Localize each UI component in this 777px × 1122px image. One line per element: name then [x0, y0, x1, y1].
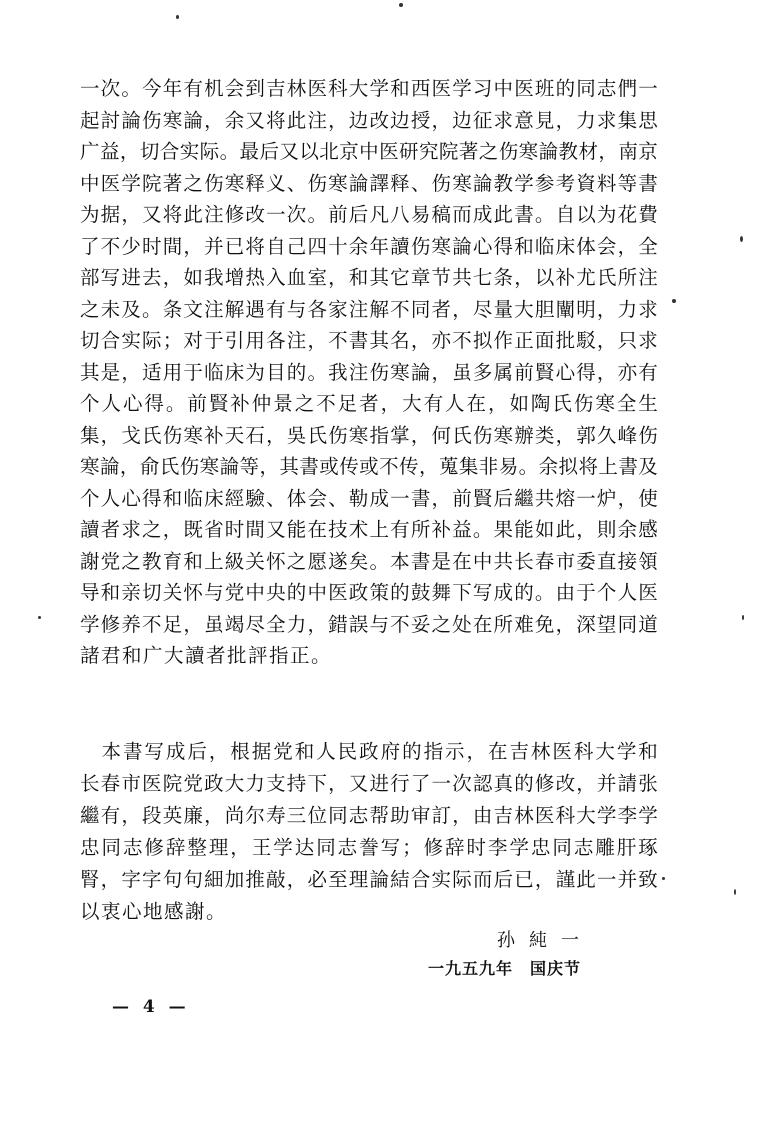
- text-line: 忠同志修辞整理，王学达同志誊写；修辞时李学忠同志雕肝琢: [80, 836, 658, 859]
- scan-speck: [662, 877, 665, 880]
- text-line: 寒論，俞氏伤寒論等，其書或传或不传，蒐集非易。余拟将上書及: [80, 455, 658, 478]
- text-line: 腎，字字句句細加推敲，必至理論結合实际而后已，謹此一并致: [80, 868, 658, 891]
- text-line: 了不少时間，并已将自己四十余年讀伤寒論心得和临床体会，全: [80, 235, 658, 258]
- scan-speck: [176, 15, 179, 19]
- text-line: 以衷心地感謝。: [80, 900, 228, 923]
- scan-speck: [672, 299, 676, 303]
- text-line: 一次。今年有机会到吉林医科大学和西医学习中医班的同志們一: [80, 77, 658, 100]
- text-line: 謝党之教育和上級关怀之愿遂矣。本書是在中共长春市委直接領: [80, 550, 658, 573]
- scan-speck: [740, 236, 743, 242]
- text-line: 切合实际；对于引用各注，不書其名，亦不拟作正面批駁，只求: [80, 329, 658, 352]
- text-line: 导和亲切关怀与党中央的中医政策的鼓舞下写成的。由于个人医: [80, 581, 658, 604]
- text-line: 部写进去，如我增热入血室，和其它章节共七条，以补尤氏所注: [80, 266, 658, 289]
- text-line: 本書写成后，根据党和人民政府的指示，在吉林医科大学和: [80, 740, 658, 763]
- page-number: — 4 —: [112, 997, 190, 1017]
- text-line: 广益，切合实际。最后又以北京中医研究院著之伤寒論教材，南京: [80, 140, 658, 163]
- text-line: 个人心得和临床經驗、体会、勒成一書，前賢后繼共熔一炉，使: [80, 487, 658, 510]
- text-line: 个人心得。前賢补仲景之不足者，大有人在，如陶氏伤寒全生: [80, 392, 658, 415]
- text-line: 讀者求之，既省时間又能在技术上有所补益。果能如此，則余感: [80, 518, 658, 541]
- text-line: 其是，适用于临床为目的。我注伤寒論，虽多属前賢心得，亦有: [80, 361, 658, 384]
- text-line: 学修养不足，虽竭尽全力，錯誤与不妥之处在所难免，深望同道: [80, 613, 658, 636]
- scan-speck: [742, 615, 744, 620]
- text-line: 集，戈氏伤寒补天石，吳氏伤寒指掌，何氏伤寒辦类，郭久峰伤: [80, 424, 658, 447]
- signature-date: 一九五九年 国庆节: [428, 959, 582, 978]
- text-line: 为据，又将此注修改一次。前后凡八易稿而成此書。自以为花費: [80, 203, 658, 226]
- scan-speck: [734, 889, 736, 895]
- author-signature: 孙純一: [497, 930, 593, 951]
- text-line: 起討論伤寒論，余又将此注，边改边授，边征求意見，力求集思: [80, 109, 658, 132]
- scan-speck: [38, 616, 41, 619]
- text-line: 中医学院著之伤寒释义、伤寒論譯释、伤寒論教学参考資料等書: [80, 172, 658, 195]
- text-line: 长春市医院党政大力支持下，又进行了一次認真的修改，并請张: [80, 772, 658, 795]
- scan-speck: [399, 3, 403, 7]
- text-line: 諸君和广大讀者批評指正。: [80, 644, 333, 667]
- text-line: 繼有，段英廉，尚尔寿三位同志帮助审訂，由吉林医科大学李学: [80, 804, 658, 827]
- text-line: 之未及。条文注解遇有与各家注解不同者，尽量大胆闡明，力求: [80, 298, 658, 321]
